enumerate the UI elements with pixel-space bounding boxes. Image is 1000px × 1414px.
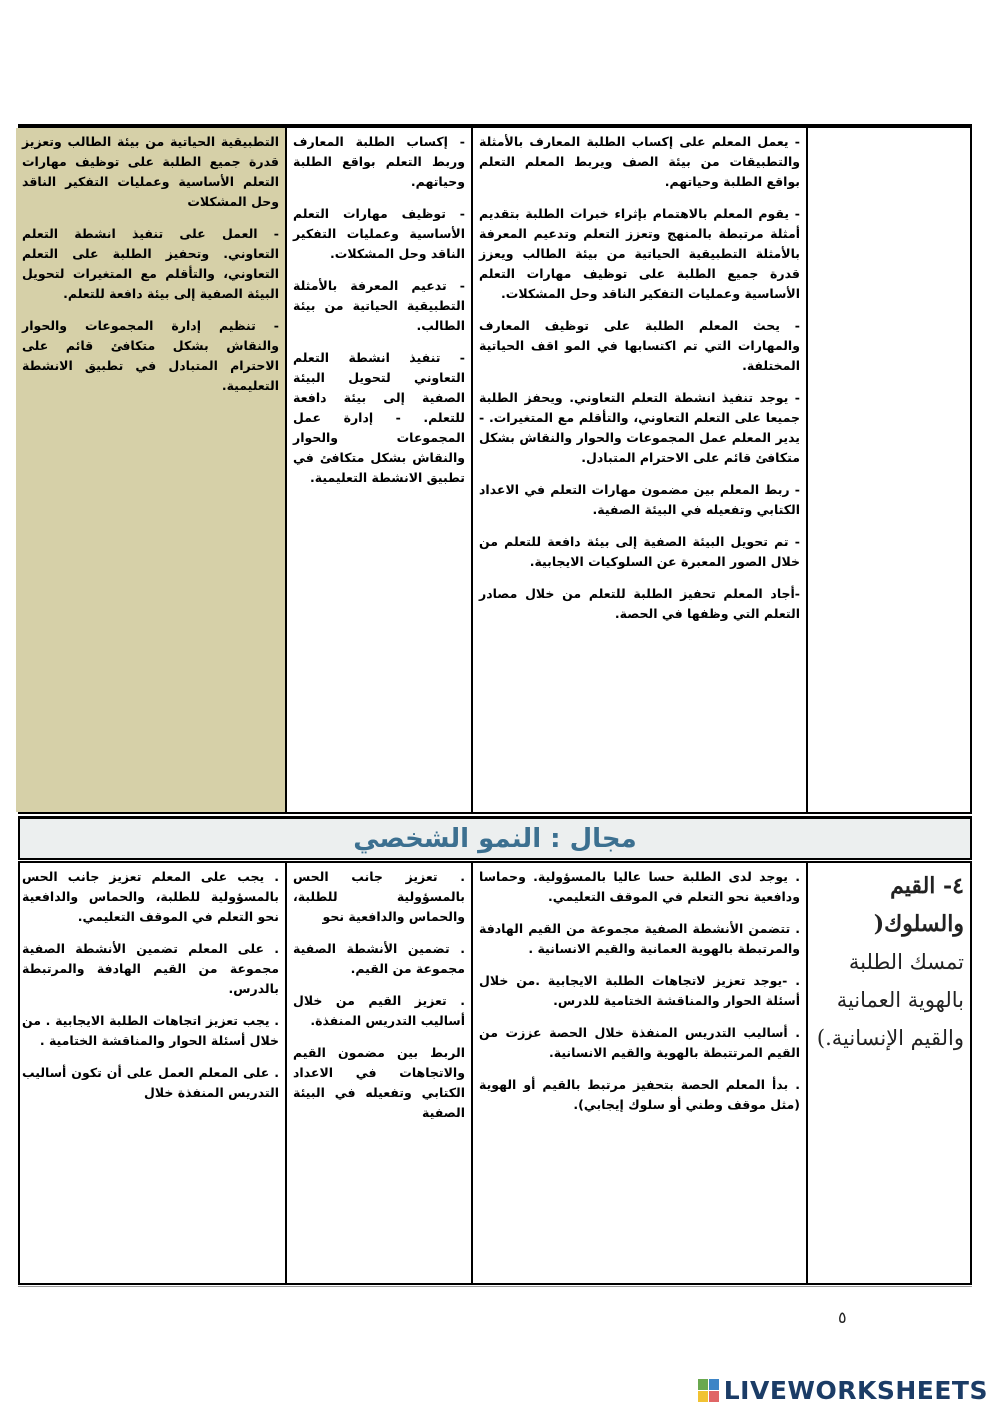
- strength-paragraph: الربط بين مضمون القيم والاتجاهات في الاعداد الكتابي وتفعيله في البيئة الصفية: [293, 1045, 465, 1120]
- observed-paragraph: - يعمل المعلم على إكساب الطلبة المعارف بالأمثلة والتطبيقات من بيئة الصف ويربط المعلم التعلم بواقع الطلبة وحياتهم.: [479, 134, 800, 189]
- observed-paragraph: - يقوم المعلم بالاهتمام بإثراء خبرات الطلبة بتقديم أمثلة مرتبطة بالمنهج وتعزز التعلم وتدعيم المعرفة بالأمثلة التطبيقية الحياتية من بيئة الطالب ويعزز قدرة جميع الطلبة على توظيف مهارات التعلم الأساسية وعمليات التفكير الناقد وحل المشكلات.: [479, 206, 800, 301]
- brand-text: LIVEWORKSHEETS: [723, 1376, 988, 1405]
- bottom-improvements-cell: [16, 863, 285, 1283]
- improvement-paragraph: . على المعلم تضمين الأنشطة الصفية مجموعة من القيم الهادفة والمرتبطة بالدرس.: [22, 941, 279, 996]
- page-number: ٥: [838, 1308, 847, 1327]
- strength-paragraph: - تدعيم المعرفة بالأمثلة التطبيقية الحياتية من بيئة الطالب.: [293, 278, 465, 333]
- domain-description: تمسك الطلبة بالهوية العمانية والقيم الإنسانية.): [816, 950, 964, 1050]
- improvement-paragraph: التطبيقية الحياتية من بيئة الطالب وتعزيز قدرة جميع الطلبة على توظيف مهارات التعلم الأساسية وعمليات التفكير الناقد وحل المشكلات: [22, 134, 279, 209]
- section-title: مجال : النمو الشخصي: [353, 823, 637, 854]
- bottom-observed-cell: [471, 863, 806, 1283]
- observed-paragraph: - يوجد تنفيذ انشطة التعلم التعاوني. ويحفز الطلبة جميعا على التعلم التعاوني، والتأقلم مع المتغيرات. - يدير المعلم عمل المجموعات والحوار والنقاش بشكل متكافئ قائم على الاحترام المتبادل.: [479, 390, 800, 465]
- strength-paragraph: . تعزيز جانب الحس بالمسؤولية للطلبة، والحماس والدافعية نحو: [293, 869, 465, 924]
- top-observed-cell: [471, 128, 806, 812]
- observed-paragraph: -أجاد المعلم تحفيز الطلبة للتعلم من خلال مصادر التعلم التي وظفها في الحصة.: [479, 586, 800, 621]
- strength-paragraph: . تعزيز القيم من خلال أساليب التدريس المنفذة.: [293, 993, 465, 1028]
- observed-paragraph: . أساليب التدريس المنفذة خلال الحصة عززت من القيم المرتتبطة بالهوية والقيم الانسانية.: [479, 1025, 800, 1060]
- improvement-paragraph: . يجب على المعلم تعزيز جانب الحس بالمسؤولية للطلبة، والحماس والدافعية نحو التعلم في الموقف التعليمي.: [22, 869, 279, 924]
- observed-paragraph: . -يوجد تعزيز لاتجاهات الطلبة الايجابية .من خلال أسئلة الحوار والمناقشة الختامية للدرس.: [479, 973, 800, 1008]
- evaluation-table-bottom: [18, 861, 972, 1285]
- improvement-paragraph: - العمل على تنفيذ انشطة التعلم التعاوني. وتحفيز الطلبة على التعلم التعاوني، والتأقلم مع المتغيرات لتحويل البيئة الصفية إلى بيئة دافعة للتعلم.: [22, 226, 279, 301]
- bottom-domain-cell: [806, 863, 970, 1283]
- evaluation-table-top: [18, 124, 972, 814]
- observed-paragraph: - ربط المعلم بين مضمون مهارات التعلم في الاعداد الكتابي وتفعيله في البيئة الصفية.: [479, 482, 800, 517]
- top-strengths-cell: [285, 128, 471, 812]
- strength-paragraph: - توظيف مهارات التعلم الأساسية وعمليات التفكير الناقد وحل المشكلات.: [293, 206, 465, 261]
- liveworksheets-logo-icon: [698, 1379, 720, 1403]
- section-banner: [18, 816, 972, 860]
- strength-paragraph: - تنفيذ انشطة التعلم التعاوني لتحويل البيئة الصفية إلى بيئة دافعة للتعلم. - إدارة عمل المجموعات والحوار والنقاش بشكل متكافئ في تطبيق الانشطة التعليمية.: [293, 350, 465, 485]
- improvement-paragraph: - تنظيم إدارة المجموعات والحوار والنقاش بشكل متكافئ قائم على الاحترام المتبادل في تطبيق الانشطة التعليمية.: [22, 318, 279, 393]
- footer-divider: [18, 1286, 972, 1287]
- observed-paragraph: . يوجد لدى الطلبة حسا عاليا بالمسؤولية. وحماسا ودافعية نحو التعلم في الموقف التعليمي.: [479, 869, 800, 904]
- strength-paragraph: - إكساب الطلبة المعارف وربط التعلم بواقع الطلبة وحياتهم.: [293, 134, 465, 189]
- bottom-strengths-cell: [285, 863, 471, 1283]
- observed-paragraph: . تتضمن الأنشطة الصفية مجموعة من القيم الهادفة والمرتبطة بالهوية العمانية والقيم الانسانية .: [479, 921, 800, 956]
- observed-paragraph: . بدأ المعلم الحصة بتحفيز مرتبط بالقيم أو الهوية (مثل موقف وطني أو سلوك إيجابي).: [479, 1077, 800, 1112]
- top-improvements-cell: [16, 128, 285, 812]
- improvement-paragraph: . على المعلم العمل على أن تكون أساليب التدريس المنفذة خلال: [22, 1065, 279, 1100]
- domain-heading: ٤- القيم والسلوك(: [873, 873, 964, 937]
- top-domain-cell: [806, 128, 970, 812]
- observed-paragraph: - تم تحويل البيئة الصفية إلى بيئة دافعة للتعلم من خلال الصور المعبرة عن السلوكيات الايجابية.: [479, 534, 800, 569]
- improvement-paragraph: . يجب تعزيز اتجاهات الطلبة الايجابية . من خلال أسئلة الحوار والمناقشة الختامية .: [22, 1013, 279, 1048]
- observed-paragraph: - يحث المعلم الطلبة على توظيف المعارف والمهارات التي تم اكتسابها في المو اقف الحياتية المختلفة.: [479, 318, 800, 373]
- liveworksheets-brand[interactable]: [698, 1376, 988, 1405]
- strength-paragraph: . تضمين الأنشطة الصفية مجموعة من القيم.: [293, 941, 465, 976]
